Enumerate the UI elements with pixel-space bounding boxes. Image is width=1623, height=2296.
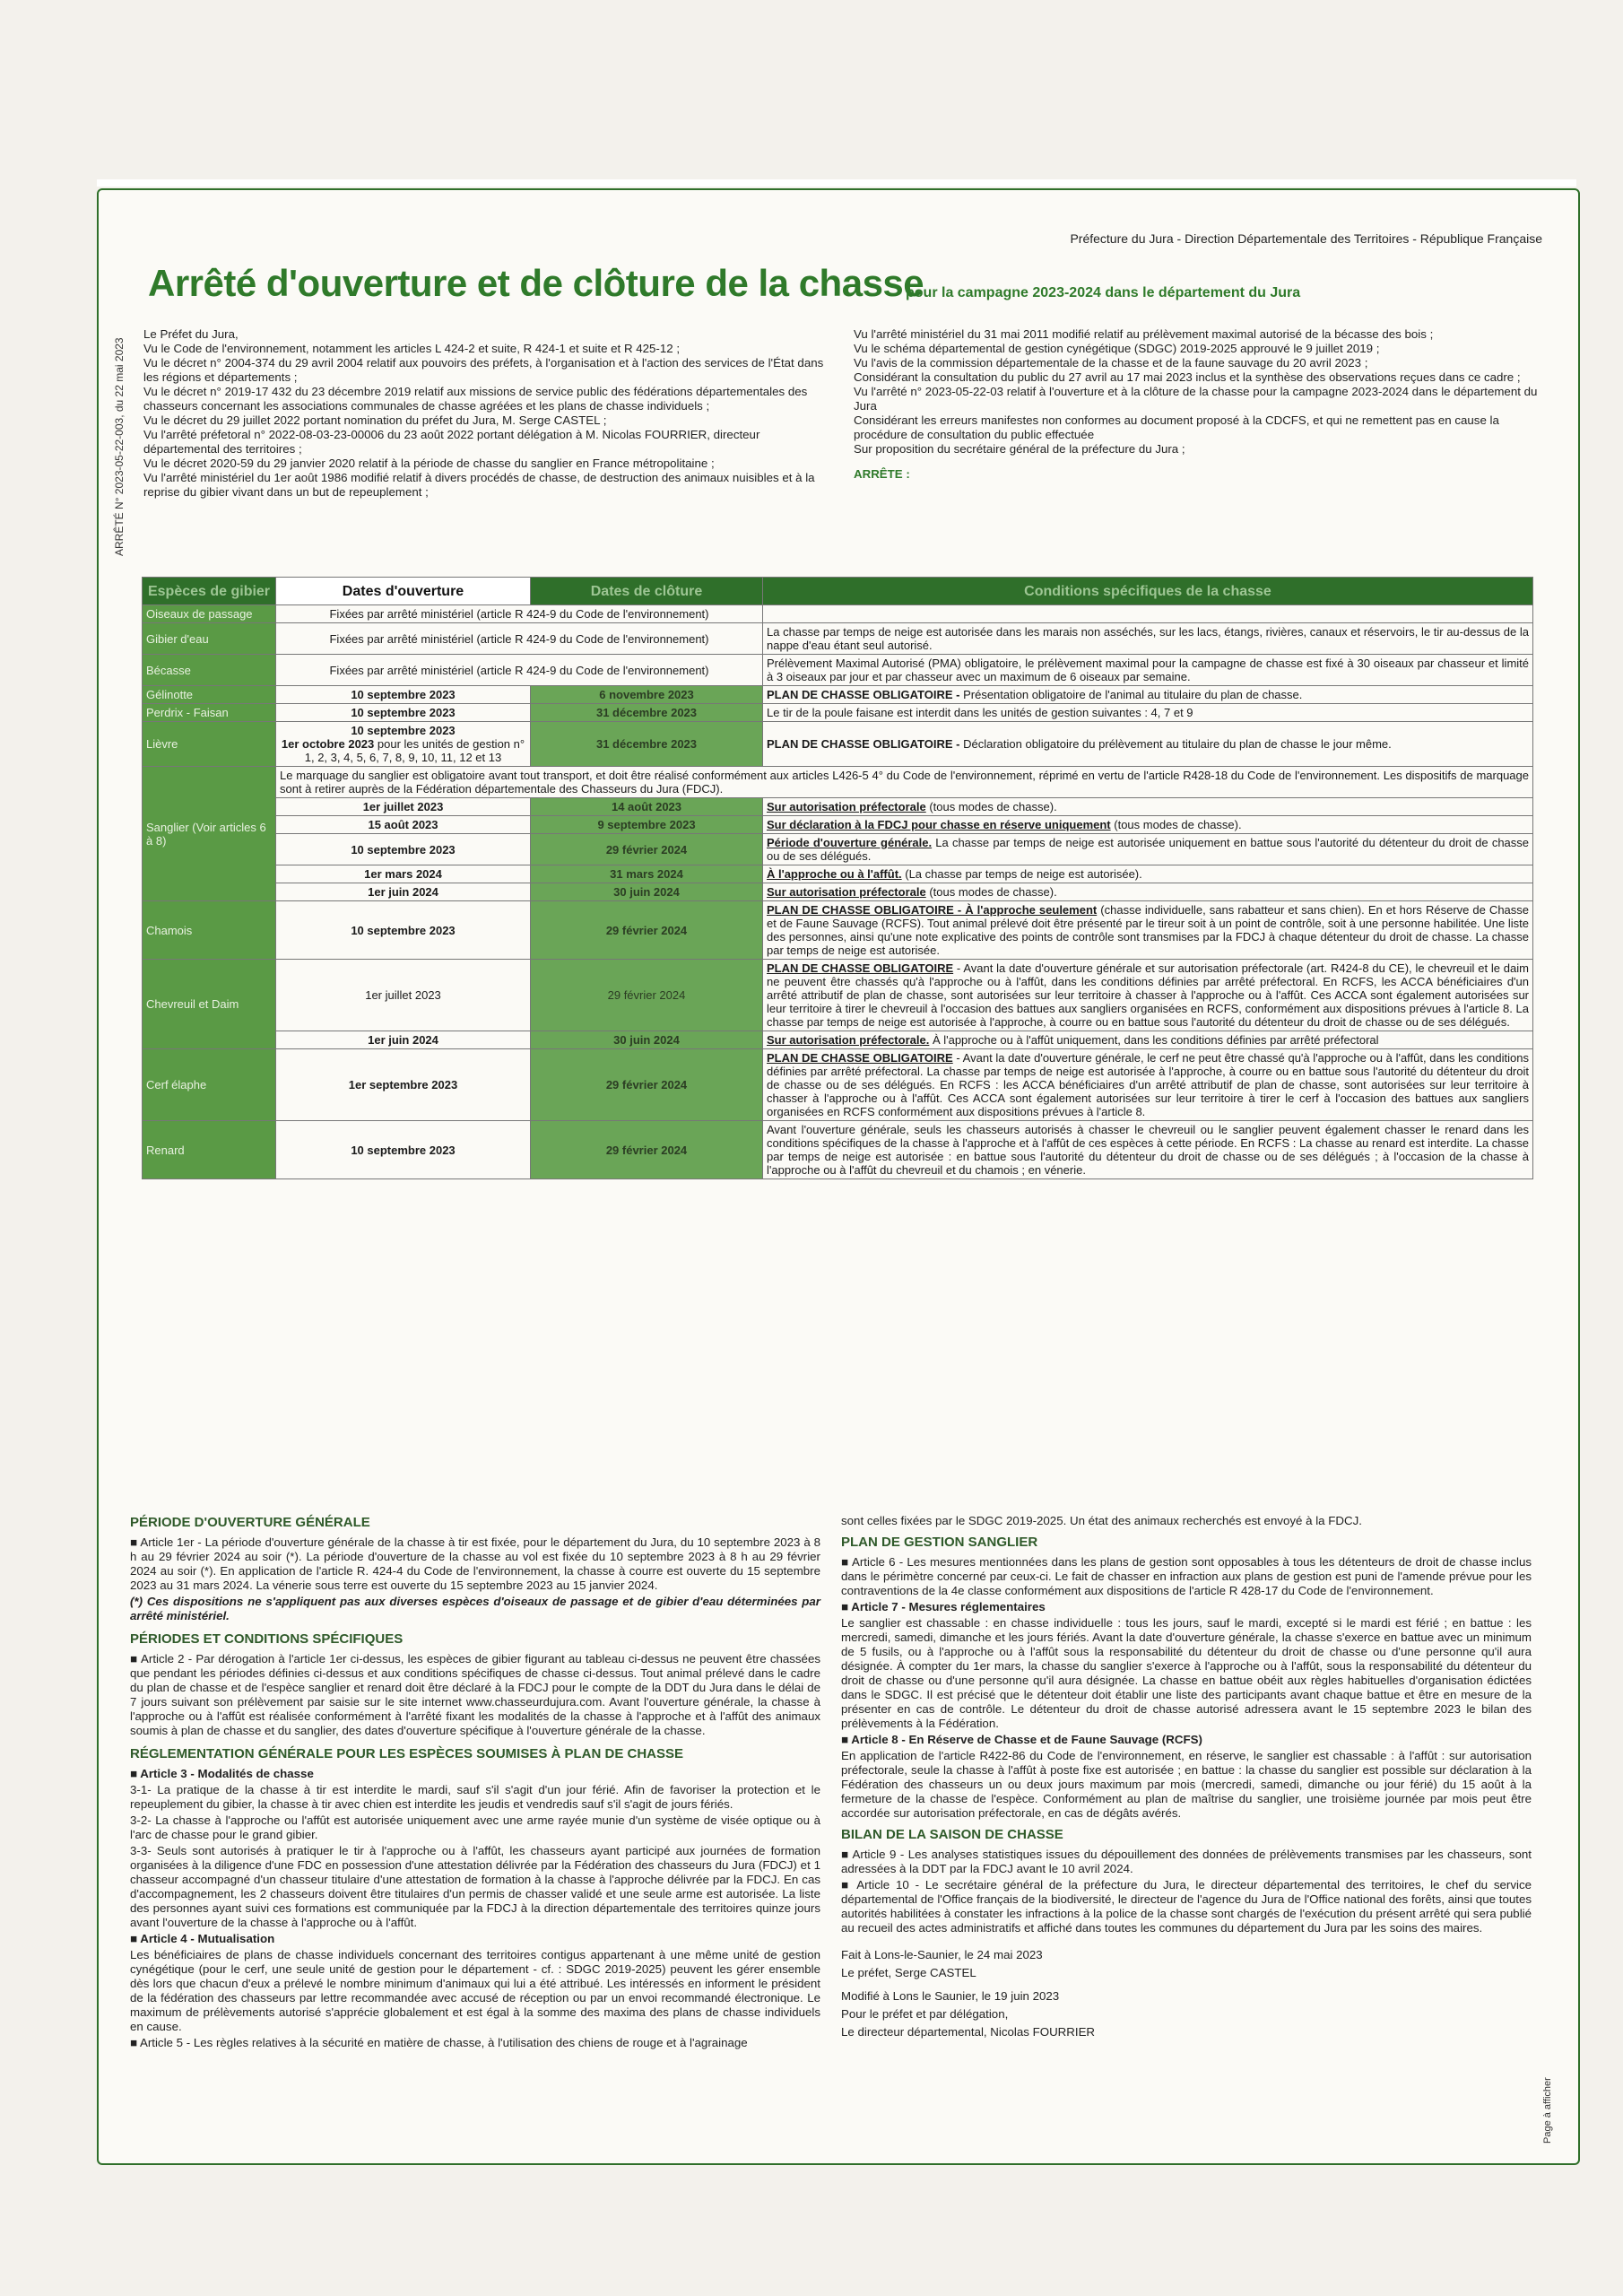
vu-line: Sur proposition du secrétaire général de la préfecture du Jura ;: [854, 442, 1185, 456]
vu-line: Considérant la consultation du public du 27 avril au 17 mai 2023 inclus et la synthèse des observations reçues dans ce cadre ;: [854, 370, 1521, 384]
side-reference: ARRÊTÉ N° 2023-05-22-003, du 22 mai 2023: [113, 337, 126, 556]
condition-text: (La chasse par temps de neige est autorisée).: [901, 867, 1142, 881]
table-row: [143, 686, 1533, 704]
conditions-cell: [763, 816, 1533, 834]
table-row: [143, 798, 1533, 816]
table-row: [143, 1049, 1533, 1121]
condition-text: - Avant la date d'ouverture générale et sur autorisation préfectorale (art. R424-8 du CE), le chevreuil et le daim ne peuvent être chassés qu'à l'approche ou à l'affût, dans les conditions définies par arrêté préfectoral. En RCFS, les ACCA bénéficiaires d'un arrêté attributif de plan de chasse, sont autorisées sur leur territoire à chasser à l'approche ou à l'affût. Ces ACCA sont également autorisées sur leur territoire à tirer le chevreuil à l'occasion des battues aux sangliers organisées en RCFS, conformément aux dispositions prévues à l'article 8. La chasse par temps de neige est autorisée à l'approche, à courre ou en battue sous l'autorité du détenteur du droit de chasse ou de ses délégués.: [767, 961, 1529, 1029]
conditions-cell: [763, 798, 1533, 816]
vu-right-column: [854, 327, 1544, 482]
vu-line: Vu l'avis de la commission départementale de la chasse et de la faune sauvage du 20 avril 2023 ;: [854, 356, 1368, 370]
conditions-cell: [763, 1031, 1533, 1049]
article-title: ■ Article 8 - En Réserve de Chasse et de Faune Sauvage (RCFS): [841, 1733, 1202, 1746]
conditions-cell: Prélèvement Maximal Autorisé (PMA) obligatoire, le prélèvement maximal pour la campagne de chasse est fixé à 30 oiseaux par chasseur et limité à 3 oiseaux par jour et par chasseur avec un maximum de 6 oiseaux par semaine.: [763, 655, 1533, 686]
species-cell: Renard: [143, 1121, 276, 1179]
article-text: ■ Article 1er - La période d'ouverture générale de la chasse à tir est fixée, pour le département du Jura, du 10 septembre 2023 à 8 h au 29 février 2024 au soir (*). La période d'ouverture de la chasse au vol est fixée du 10 septembre 2023 à 8 h au 29 février 2024 au soir (*). En application de l'article R. 424-4 du Code de l'environnement, la chasse à courre est ouverte du 15 septembre 2023 au 31 mars 2024. La vénerie sous terre est ouverte du 15 septembre 2023 au 15 janvier 2024.: [130, 1535, 820, 1592]
condition-text: La chasse par temps de neige est autorisée uniquement en battue sous l'autorité du détenteur du droit de chasse ou de ses délégués.: [767, 836, 1530, 863]
condition-emphasis: Sur autorisation préfectorale: [767, 800, 926, 813]
conditions-cell: La chasse par temps de neige est autorisée dans les marais non asséchés, sur les lacs, étangs, rivières, canaux et réservoirs, le tir au-dessus de la nappe d'eau étant seul autorisé.: [763, 623, 1533, 655]
opening-date: 10 septembre 2023: [276, 834, 531, 865]
conditions-cell: [763, 960, 1533, 1031]
page-subtitle: pour la campagne 2023-2024 dans le département du Jura: [906, 285, 1301, 300]
table-row: [143, 1031, 1533, 1049]
article-text: En application de l'article R422-86 du Code de l'environnement, en réserve, le sanglier est chassable : à l'affût : sur autorisation préfectorale, seule la chasse à l'affût à poste fixe est autorisée ; en battue : la chasse du sanglier est possible sur déclaration à la Fédération des chasseurs un ou deux jours maximum par mois (mercredi, samedi, dimanche ou jour férié) du 15 août à la fermeture de la chasse de l'espèce. Conformément au plan de maîtrise du sanglier, une troisième journée par mois peut être accordée sur autorisation préfectorale, en cas de dégâts avérés.: [841, 1749, 1532, 1820]
opening-date: 10 septembre 2023: [276, 686, 531, 704]
vu-line: Considérant les erreurs manifestes non conformes au document proposé à la CDCFS, et qui ne remettent pas en cause la procédure de consultation du public effectuée: [854, 413, 1499, 441]
table-row: [143, 704, 1533, 722]
left-articles-column: [130, 1516, 820, 2052]
section-heading: RÉGLEMENTATION GÉNÉRALE POUR LES ESPÈCES SOUMISES À PLAN DE CHASSE: [130, 1746, 684, 1761]
article-text: Les bénéficiaires de plans de chasse individuels concernant des territoires contigus appartenant à une même unité de gestion cynégétique (pour le cerf, une seule unité de gestion pour le département - cf. : SDGC 2019-2025) peuvent les gérer ensemble dès lors que chacun d'eux a prélevé le nombre minimum d'animaux qui lui a été attribué. Les intéressés en informent le président de la fédération des chasseurs par lettre recommandée avec accusé de réception ou par un envoi recommandé électronique. Le maximum de prélèvements autorisé s'apprécie globalement et est égal à la somme des maxima des plans de chasse individuels en cause.: [130, 1948, 820, 2033]
condition-text: (tous modes de chasse).: [1110, 818, 1242, 831]
closing-date: 31 décembre 2023: [531, 722, 763, 767]
table-row: [143, 722, 1533, 767]
article-title: ■ Article 7 - Mesures réglementaires: [841, 1600, 1046, 1613]
condition-text: Présentation obligatoire de l'animal au titulaire du plan de chasse.: [959, 688, 1303, 701]
table-row: [143, 767, 1533, 798]
article-text: ■ Article 6 - Les mesures mentionnées dans les plans de gestion sont opposables à tous les détenteurs de droit de chasse inclus dans le périmètre concerné par ceux-ci. Le fait de chasser en infraction aux plans de gestion est puni de l'amende prévue pour les contraventions de la 4e classe conformément aux dispositions de l'article R 428-17 du Code de l'environnement.: [841, 1555, 1532, 1597]
species-cell: Chevreuil et Daim: [143, 960, 276, 1049]
opening-note: pour les unités de gestion n° 1, 2, 3, 4, 5, 6, 7, 8, 9, 10, 11, 12 et 13: [304, 737, 525, 764]
closing-date: 29 février 2024: [531, 1121, 763, 1179]
fixed-dates-cell: Fixées par arrêté ministériel (article R 424-9 du Code de l'environnement): [276, 623, 763, 655]
fixed-dates-cell: Fixées par arrêté ministériel (article R 424-9 du Code de l'environnement): [276, 655, 763, 686]
species-cell: Chamois: [143, 901, 276, 960]
section-heading: PÉRIODES ET CONDITIONS SPÉCIFIQUES: [130, 1631, 404, 1647]
species-cell: Sanglier (Voir articles 6 à 8): [143, 767, 276, 901]
condition-text: (tous modes de chasse).: [925, 885, 1057, 899]
conditions-cell: [763, 605, 1533, 623]
opening-date: 1er juillet 2023: [276, 798, 531, 816]
vu-line: Le Préfet du Jura,: [143, 327, 239, 341]
plan-obligatoire: PLAN DE CHASSE OBLIGATOIRE: [767, 961, 954, 975]
vu-line: Vu l'arrêté ministériel du 31 mai 2011 modifié relatif au prélèvement maximal autorisé de la bécasse des bois ;: [854, 327, 1434, 341]
condition-text: À l'approche ou à l'affût uniquement, dans les conditions définies par arrêté préfectoral: [929, 1033, 1379, 1047]
opening-date: 1er septembre 2023: [276, 1049, 531, 1121]
closing-date: 29 février 2024: [531, 901, 763, 960]
header-species: Espèces de gibier: [143, 578, 276, 605]
condition-emphasis: Période d'ouverture générale.: [767, 836, 933, 849]
article-text: ■ Article 5 - Les règles relatives à la sécurité en matière de chasse, à l'utilisation des chiens de rouge et à l'agrainage: [130, 2036, 748, 2049]
species-cell: Cerf élaphe: [143, 1049, 276, 1121]
species-cell: Gélinotte: [143, 686, 276, 704]
arrete-label: ARRÊTE :: [854, 467, 910, 481]
section-heading: PLAN DE GESTION SANGLIER: [841, 1535, 1038, 1550]
table-row: [143, 960, 1533, 1031]
article-text: 3-3- Seuls sont autorisés à pratiquer le tir à l'approche ou à l'affût, les chasseurs ayant participé aux journées de formation organisées à la diligence d'une FDC en possession d'une attestation délivrée par la Fédération des chasseurs du Jura (FDCJ) et 1 chasseur accompagné d'un chasseur titulaire d'une attestation de formation à la chasse à l'approche délivrée par la FDCJ. En cas d'accompagnement, les 2 chasseurs doivent être titulaires d'un permis de chasser validé et une seule arme est autorisée. La liste des personnes ayant suivi ces formations est communiquée par la FDCJ à la direction départementale des territoires quinze jours avant l'ouverture de la chasse à l'approche ou à l'affût.: [130, 1844, 820, 1929]
opening-date-line: 10 septembre 2023: [351, 724, 456, 737]
closing-date: 29 février 2024: [531, 960, 763, 1031]
opening-date: 10 septembre 2023: [276, 704, 531, 722]
vu-line: Vu l'arrêté ministériel du 1er août 1986 modifié relatif à divers procédés de chasse, de destruction des animaux nuisibles et à la reprise du gibier vivant dans un but de repeuplement ;: [143, 471, 815, 499]
conditions-cell: [763, 722, 1533, 767]
table-row: [143, 605, 1533, 623]
species-cell: Lièvre: [143, 722, 276, 767]
right-articles-column: [841, 1514, 1532, 2041]
signature-line: Pour le préfet et par délégation,: [841, 2007, 1009, 2021]
condition-text: Déclaration obligatoire du prélèvement au titulaire du plan de chasse le jour même.: [959, 737, 1392, 751]
table-row: [143, 834, 1533, 865]
table-row: [143, 655, 1533, 686]
vu-line: Vu le décret du 29 juillet 2022 portant nomination du préfet du Jura, M. Serge CASTEL ;: [143, 413, 607, 427]
article-text: ■ Article 10 - Le secrétaire général de la préfecture du Jura, le directeur départemental des territoires, le chef du service départemental de l'Office français de la biodiversité, le directeur de l'agence du Jura de l'Office national des forêts, ainsi que toutes autorités habilitées à constater les infractions à la police de la chasse sont chargés de l'exécution du présent arrêté qui sera publié au recueil des actes administratifs et affiché dans toutes les communes du département du Jura par les soins des maires.: [841, 1878, 1532, 1935]
fixed-dates-cell: Fixées par arrêté ministériel (article R 424-9 du Code de l'environnement): [276, 605, 763, 623]
conditions-cell: Avant l'ouverture générale, seuls les chasseurs autorisés à chasser le chevreuil ou le sanglier peuvent également chasser le renard dans les conditions spécifiques de la chasse à l'approche et à l'affût de ces espèces à cette période. En RCFS : La chasse au renard est interdite. La chasse par temps de neige est autorisée : en battue sous l'autorité du détenteur du droit de chasse ou de ses délégués ; à l'occasion de la chasse à l'approche ou à l'affût du chevreuil et du chamois ; en vénerie.: [763, 1121, 1533, 1179]
header-opening: Dates d'ouverture: [276, 578, 531, 605]
table-row: [143, 883, 1533, 901]
top-strip: [97, 179, 1576, 187]
header-conditions: Conditions spécifiques de la chasse: [763, 578, 1533, 605]
vu-line: Vu l'arrêté préfetoral n° 2022-08-03-23-00006 du 23 août 2022 portant délégation à M. Nicolas FOURRIER, directeur départemental des territoires ;: [143, 428, 760, 456]
signature-line: Fait à Lons-le-Saunier, le 24 mai 2023: [841, 1948, 1043, 1961]
article-text: ■ Article 9 - Les analyses statistiques issues du dépouillement des données de prélèvements transmises par les chasseurs, sont adressées à la DDT par la FDCJ avant le 10 avril 2024.: [841, 1848, 1532, 1875]
conditions-cell: [763, 901, 1533, 960]
conditions-cell: [763, 686, 1533, 704]
species-cell: Bécasse: [143, 655, 276, 686]
table-header-row: [143, 578, 1533, 605]
condition-text: - Avant la date d'ouverture générale, le cerf ne peut être chassé qu'à l'approche ou à l'affût, dans les conditions définies par arrêté préfectoral. La chasse par temps de neige est autorisée à l'approche, à courre ou en battue sous l'autorité du détenteur du droit de chasse ou de ses délégués. En RCFS : les ACCA bénéficiaires d'un arrêté attributif de plan de chasse, sont autorisées sur leur territoire à chasser à l'approche ou à l'affût. Ces ACCA sont également autorisées sur leur territoire à tirer le cerf à l'occasion des battues aux sangliers organisées en RCFS conformément aux dispositions prévues à l'article 8.: [767, 1051, 1529, 1118]
condition-emphasis: Sur autorisation préfectorale.: [767, 1033, 930, 1047]
opening-date: 1er mars 2024: [276, 865, 531, 883]
species-cell: Perdrix - Faisan: [143, 704, 276, 722]
conditions-cell: Le tir de la poule faisane est interdit dans les unités de gestion suivantes : 4, 7 et 9: [763, 704, 1533, 722]
condition-text: (tous modes de chasse).: [925, 800, 1057, 813]
condition-emphasis: À l'approche ou à l'affût.: [767, 867, 902, 881]
article-title: ■ Article 4 - Mutualisation: [130, 1932, 275, 1945]
opening-date: 10 septembre 2023: [276, 1121, 531, 1179]
signature-line: Modifié à Lons le Saunier, le 19 juin 2023: [841, 1989, 1060, 2003]
section-heading: BILAN DE LA SAISON DE CHASSE: [841, 1827, 1063, 1842]
opening-date: 1er juillet 2023: [276, 960, 531, 1031]
conditions-cell: [763, 865, 1533, 883]
sanglier-intro: Le marquage du sanglier est obligatoire avant tout transport, et doit être réalisé conformément aux articles L426-5 4° du Code de l'environnement, réprimé en vertu de l'article R428-18 du Code de l'environnement. Les dispositifs de marquage sont à retirer auprès de la Fédération départementale des Chasseurs du Jura (FDCJ).: [276, 767, 1533, 798]
opening-date: 1er juin 2024: [276, 1031, 531, 1049]
article-title: ■ Article 3 - Modalités de chasse: [130, 1767, 314, 1780]
article-text: 3-2- La chasse à l'approche ou l'affût est autorisée uniquement avec une arme rayée munie d'un système de visée optique ou à l'arc de chasse pour le grand gibier.: [130, 1813, 820, 1841]
side-page-note: Page à afficher: [1542, 2077, 1553, 2144]
vu-left-column: [143, 327, 834, 500]
article-text: Le sanglier est chassable : en chasse individuelle : tous les jours, sauf le mardi, excepté si le mardi est férié ; en battue : les mercredi, samedi, dimanche et les jours fériés. Avant la date d'ouverture générale, la chasse s'exerce en battue avec un minimum de 5 fusils, ou à l'approche ou à l'affût sous la responsabilité du détenteur du droit de chasse ou d'une personne qu'il aura désignée. À compter du 1er mars, la chasse du sanglier s'exerce à l'approche ou à l'affût, sous la responsabilité du détenteur du droit de chasse ou d'une personne qu'il aura désignée. La chasse en battue obéit aux règles habituelles d'organisation édictées dans le SDGC. Il est précisé que le détenteur doit établir une liste des participants avant chaque battue et être en mesure de la présenter en cas de contrôle. Le détenteur du droit de chasse autorisé adressera avant le 15 septembre 2023 le bilan des prélèvements à la Fédération.: [841, 1616, 1532, 1730]
table-row: [143, 1121, 1533, 1179]
conditions-cell: [763, 1049, 1533, 1121]
closing-date: 6 novembre 2023: [531, 686, 763, 704]
closing-date: 29 février 2024: [531, 834, 763, 865]
article-text: ■ Article 2 - Par dérogation à l'article 1er ci-dessus, les espèces de gibier figurant au tableau ci-dessus ne peuvent être chassées que pendant les périodes définies ci-dessus et aux conditions spécifiques de chasse ci-dessus. Tout animal prélevé dans le cadre du plan de chasse et de l'espèce sanglier et renard doit être déclaré à la FDCJ pour le compte de la DDT du Jura dans le délai de 7 jours suivant son prélèvement par saisie sur le site internet www.chasseurdujura.com. Avant l'ouverture générale, la chasse à l'approche ou à l'affût est réalisée conformément à l'arrêté fixant les modalités de la chasse à l'approche et à l'affût des animaux soumis à plan de chasse et du sanglier, des dates d'ouverture spécifique à l'ouverture générale de la chasse.: [130, 1652, 820, 1737]
vu-line: Vu le décret n° 2004-374 du 29 avril 2004 relatif aux pouvoirs des préfets, à l'organisation et à l'action des services de l'État dans les régions et départements ;: [143, 356, 824, 384]
header-closing: Dates de clôture: [531, 578, 763, 605]
vu-line: Vu le Code de l'environnement, notamment les articles L 424-2 et suite, R 424-1 et suite et R 425-12 ;: [143, 342, 681, 355]
table-row: [143, 623, 1533, 655]
condition-text: (chasse individuelle, sans rabatteur et sans chien). En et hors Réserve de Chasse et de Faune Sauvage (RCFS). Tout animal prélevé doit être présenté par le tireur soit à un point de contrôle, soit à une personne habilitée. Une liste des personnes, ainsi qu'une note explicative des points de contrôle sont transmises par la FDCJ à chaque détenteur du droit de chasse. La chasse par temps de neige est autorisée.: [767, 903, 1530, 957]
prefecture-header: Préfecture du Jura - Direction Départementale des Territoires - République Française: [1070, 231, 1542, 246]
conditions-cell: [763, 883, 1533, 901]
article-note: (*) Ces dispositions ne s'appliquent pas aux diverses espèces d'oiseaux de passage et de gibier d'eau déterminées par arrêté ministériel.: [130, 1595, 820, 1622]
closing-date: 30 juin 2024: [531, 1031, 763, 1049]
species-cell: Gibier d'eau: [143, 623, 276, 655]
page-title: Arrêté d'ouverture et de clôture de la chasse: [148, 262, 924, 304]
opening-date: 15 août 2023: [276, 816, 531, 834]
table-row: [143, 901, 1533, 960]
plan-obligatoire: PLAN DE CHASSE OBLIGATOIRE -: [767, 688, 960, 701]
opening-date: 10 septembre 2023: [276, 901, 531, 960]
table-row: [143, 865, 1533, 883]
vu-line: Vu l'arrêté n° 2023-05-22-03 relatif à l'ouverture et à la clôture de la chasse pour la campagne 2023-2024 dans le département du Jura: [854, 385, 1538, 413]
plan-obligatoire: PLAN DE CHASSE OBLIGATOIRE - À l'approche seulement: [767, 903, 1098, 917]
closing-date: 9 septembre 2023: [531, 816, 763, 834]
article-text: 3-1- La pratique de la chasse à tir est interdite le mardi, sauf s'il s'agit d'un jour férié. Afin de favoriser la protection et le repeuplement du gibier, la chasse à tir avec chien est interdite les jeudis et vendredis sauf s'il s'agit de jours fériés.: [130, 1783, 820, 1811]
closing-date: 14 août 2023: [531, 798, 763, 816]
vu-line: Vu le schéma départemental de gestion cynégétique (SDGC) 2019-2025 approuvé le 9 juillet 2019 ;: [854, 342, 1380, 355]
species-cell: Oiseaux de passage: [143, 605, 276, 623]
opening-date: 1er juin 2024: [276, 883, 531, 901]
condition-emphasis: Sur autorisation préfectorale: [767, 885, 926, 899]
signature-line: Le directeur départemental, Nicolas FOURRIER: [841, 2025, 1096, 2039]
section-heading: PÉRIODE D'OUVERTURE GÉNÉRALE: [130, 1515, 370, 1530]
closing-date: 31 mars 2024: [531, 865, 763, 883]
plan-obligatoire: PLAN DE CHASSE OBLIGATOIRE -: [767, 737, 960, 751]
conditions-cell: [763, 834, 1533, 865]
table-row: [143, 816, 1533, 834]
hunting-dates-table: [142, 577, 1533, 1179]
plan-obligatoire: PLAN DE CHASSE OBLIGATOIRE: [767, 1051, 953, 1065]
vu-line: Vu le décret n° 2019-17 432 du 23 décembre 2019 relatif aux missions de service public des fédérations départementales des chasseurs concernant les associations communales de chasse agréées et les plans de chasse individuels ;: [143, 385, 808, 413]
closing-date: 30 juin 2024: [531, 883, 763, 901]
closing-date: 29 février 2024: [531, 1049, 763, 1121]
article-text: sont celles fixées par le SDGC 2019-2025. Un état des animaux recherchés est envoyé à la FDCJ.: [841, 1514, 1362, 1527]
closing-date: 31 décembre 2023: [531, 704, 763, 722]
vu-line: Vu le décret 2020-59 du 29 janvier 2020 relatif à la période de chasse du sanglier en France métropolitaine ;: [143, 457, 715, 470]
opening-date-line: 1er octobre 2023: [281, 737, 375, 751]
opening-date: [276, 722, 531, 767]
signature-line: Le préfet, Serge CASTEL: [841, 1966, 976, 1979]
condition-emphasis: Sur déclaration à la FDCJ pour chasse en réserve uniquement: [767, 818, 1111, 831]
